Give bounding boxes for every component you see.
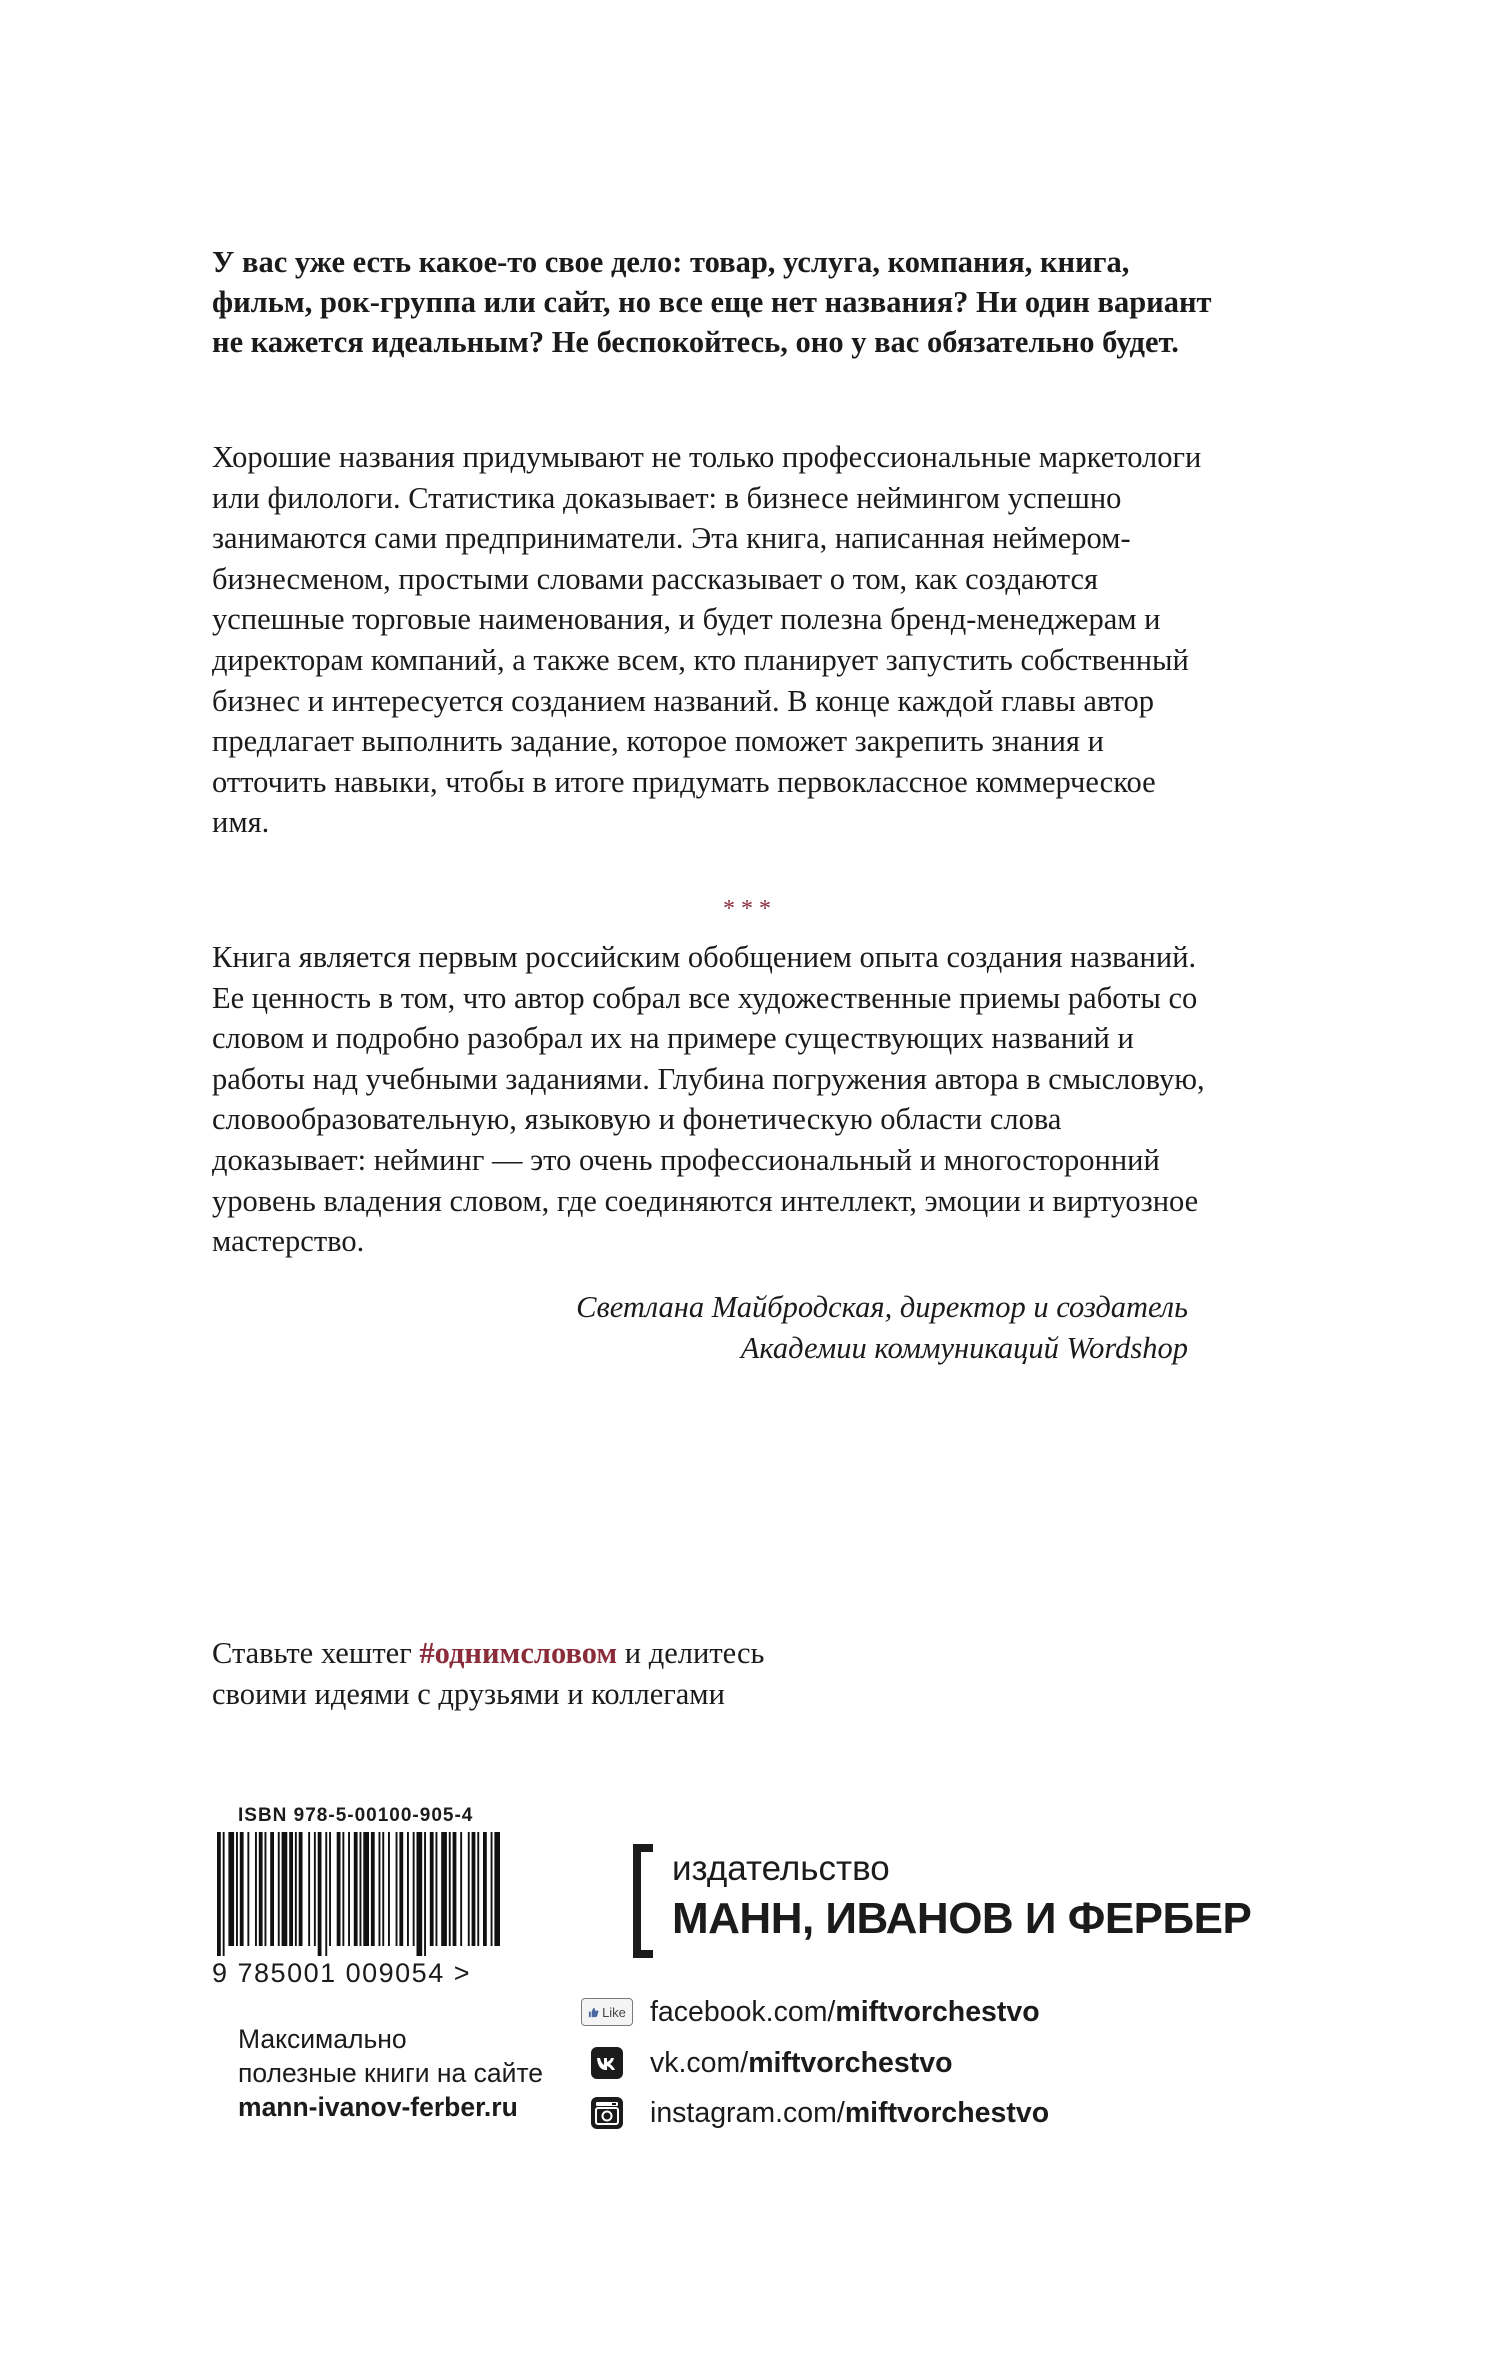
barcode-bar — [270, 1832, 274, 1946]
barcode-bar — [299, 1832, 303, 1946]
vk-icon — [578, 2047, 636, 2079]
publisher-name: МАНН, ИВАНОВ И ФЕРБЕР — [672, 1894, 1252, 1943]
instagram-handle: miftvorchestvo — [844, 2096, 1050, 2129]
review-attribution — [400, 1287, 1188, 1368]
attribution-line-2: Академии коммуникаций Wordshop — [740, 1330, 1188, 1365]
barcode-bar — [449, 1832, 451, 1946]
barcode-bar — [342, 1832, 344, 1946]
barcode-bar — [289, 1832, 293, 1946]
publisher-bracket-icon — [633, 1844, 653, 1958]
barcode-bar — [430, 1832, 434, 1946]
hashtag-text-after: и делитесь — [617, 1636, 765, 1670]
barcode-bar — [436, 1832, 438, 1946]
social-vk[interactable] — [578, 2043, 953, 2083]
barcode-bar — [363, 1832, 369, 1946]
vk-prefix: vk.com/ — [650, 2046, 749, 2079]
attribution-line-1: Светлана Майбродская, директор и создатель — [576, 1290, 1188, 1324]
barcode-bar — [494, 1832, 500, 1946]
barcode-bar — [396, 1832, 398, 1946]
like-button — [581, 1998, 633, 2026]
barcode-bar — [441, 1832, 447, 1946]
barcode-bar — [399, 1832, 403, 1946]
barcode-bar — [255, 1832, 257, 1946]
description-paragraph: Хорошие названия придумывают не только профессиональные маркетологи или филологи. Статистика доказывает: в бизнесе неймингом успешно занимаются сами предприниматели. Эта книга, написанная неймером-бизнесменом, простыми словами рассказывает о том, как создаются успешные торговые наименования, и будет полезна бренд-менеджерам и директорам компаний, а также всем, кто планирует запустить собственный бизнес и интересуется созданием названий. В конце каждой главы автор предлагает выполнить задание, которое поможет закрепить знания и отточить навыки, чтобы в итоге придумать первоклассное коммерческое имя. — [212, 440, 1202, 840]
hashtag-text-before: Ставьте хештег — [212, 1636, 420, 1670]
hashtag-text-line-2: своими идеями с друзьями и коллегами — [212, 1676, 725, 1711]
instagram-link[interactable] — [650, 2097, 1049, 2130]
publisher-label: издательство — [672, 1849, 890, 1888]
barcode-bar — [265, 1832, 267, 1946]
barcode-bar — [453, 1832, 457, 1946]
instagram-icon — [578, 2097, 636, 2129]
barcode-digits: 9 785001 009054 > — [212, 1958, 471, 1988]
site-url[interactable]: mann-ivanov-ferber.ru — [238, 2092, 518, 2122]
hashtag: #однимсловом — [419, 1636, 618, 1670]
barcode-bar — [424, 1832, 426, 1956]
barcode-bar — [259, 1832, 263, 1946]
isbn-number: ISBN 978-5-00100-905-4 — [238, 1805, 474, 1826]
barcode-bar — [417, 1832, 423, 1956]
instagram-prefix: instagram.com/ — [650, 2096, 845, 2129]
barcode-bar — [483, 1832, 487, 1946]
barcode-bar — [472, 1832, 476, 1946]
barcode-bar — [491, 1832, 493, 1946]
barcode-bar — [477, 1832, 479, 1946]
barcode-bar — [295, 1832, 297, 1946]
vk-link[interactable] — [650, 2047, 953, 2080]
barcode — [215, 1832, 500, 1956]
facebook-prefix: facebook.com/ — [650, 1995, 836, 2028]
barcode-bar — [314, 1832, 316, 1946]
barcode-bar — [282, 1832, 288, 1946]
facebook-handle: miftvorchestvo — [835, 1995, 1040, 2028]
tagline-line-2: полезные книги на сайте — [238, 2058, 544, 2088]
barcode-bar — [228, 1832, 234, 1946]
lead-paragraph: У вас уже есть какое-то свое дело: товар, услуга, компания, книга, фильм, рок-группа или сайт, но все еще нет названия? Ни один вариант не кажется идеальным? Не беспокойтесь, оно у вас обязательно будет. — [212, 245, 1212, 359]
facebook-like-icon — [578, 1998, 636, 2026]
section-separator: *** — [723, 896, 777, 922]
barcode-bar — [278, 1832, 280, 1946]
barcode-bar — [354, 1832, 358, 1946]
barcode-bar — [371, 1832, 375, 1946]
barcode-bar — [382, 1832, 384, 1946]
barcode-bar — [348, 1832, 350, 1946]
barcode-bar — [325, 1832, 327, 1956]
barcode-bar — [247, 1832, 249, 1946]
barcode-bar — [360, 1832, 362, 1946]
social-instagram[interactable] — [578, 2093, 1049, 2133]
barcode-bar — [329, 1832, 331, 1946]
barcode-bar — [468, 1832, 470, 1946]
hashtag-block — [212, 1633, 1012, 1714]
barcode-bar — [413, 1832, 415, 1946]
barcode-bar — [337, 1832, 341, 1946]
thumbs-up-icon — [588, 2007, 599, 2018]
site-tagline — [238, 2022, 543, 2124]
vk-handle: miftvorchestvo — [748, 2046, 953, 2079]
barcode-bar — [217, 1832, 221, 1956]
barcode-bar — [236, 1832, 238, 1946]
barcode-bar — [379, 1832, 381, 1946]
barcode-bar — [388, 1832, 390, 1946]
tagline-line-1: Максимально — [238, 2024, 407, 2054]
barcode-bar — [318, 1832, 322, 1956]
review-paragraph: Книга является первым российским обобщением опыта создания названий. Ее ценность в том, что автор собрал все художественные приемы работы со словом и подробно разобрал их на примере существующих названий и работы над учебными заданиями. Глубина погружения автора в смысловую, словообразовательную, языковую и фонетическую области слова доказывает: нейминг — это очень профессиональный и многосторонний уровень владения словом, где соединяются интеллект, эмоции и виртуозное мастерство. — [212, 940, 1205, 1259]
barcode-bar — [308, 1832, 310, 1946]
barcode-bar — [240, 1832, 244, 1946]
barcode-bar — [460, 1832, 462, 1946]
facebook-link[interactable] — [650, 1996, 1040, 2029]
social-facebook[interactable] — [578, 1992, 1040, 2032]
barcode-bar — [223, 1832, 225, 1956]
barcode-bar — [407, 1832, 409, 1946]
like-label: Like — [602, 2004, 626, 2020]
